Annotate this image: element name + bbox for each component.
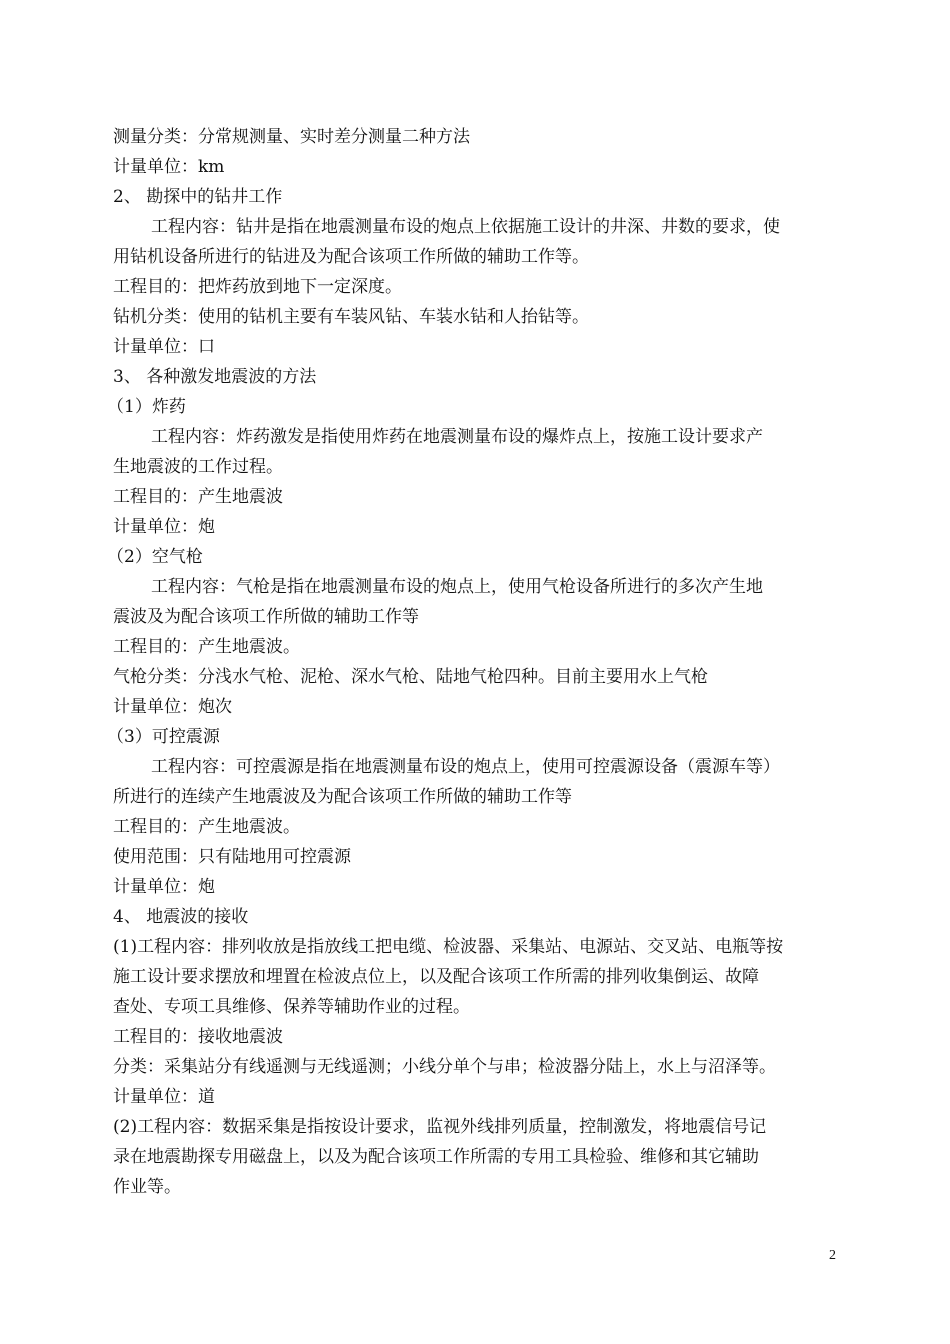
text-line: 使用范围：只有陆地用可控震源 [113, 847, 351, 867]
text-line: 生地震波的工作过程。 [113, 457, 283, 477]
text-line: (1)工程内容：排列收放是指放线工把电缆、检波器、采集站、电源站、交叉站、电瓶等按 [113, 937, 784, 957]
text-line: 计量单位：炮 [113, 517, 215, 537]
text-line: 震波及为配合该项工作所做的辅助工作等 [113, 607, 419, 627]
text-line: 工程目的：产生地震波 [113, 487, 283, 507]
text-line: 气枪分类：分浅水气枪、泥枪、深水气枪、陆地气枪四种。目前主要用水上气枪 [113, 667, 708, 687]
text-line: 测量分类：分常规测量、实时差分测量二种方法 [113, 127, 470, 147]
text-line: 作业等。 [113, 1177, 181, 1197]
text-line: 工程内容：气枪是指在地震测量布设的炮点上，使用气枪设备所进行的多次产生地 [151, 577, 763, 597]
text-line: 用钻机设备所进行的钻进及为配合该项工作所做的辅助工作等。 [113, 247, 589, 267]
text-line: 工程目的：接收地震波 [113, 1027, 283, 1047]
text-line: 计量单位：口 [113, 337, 215, 357]
text-line: 工程内容：钻井是指在地震测量布设的炮点上依据施工设计的井深、井数的要求，使 [151, 217, 780, 237]
text-line: （3）可控震源 [107, 727, 220, 747]
text-line: 录在地震勘探专用磁盘上，以及为配合该项工作所需的专用工具检验、维修和其它辅助 [113, 1147, 759, 1167]
text-line: 计量单位：km [113, 157, 225, 177]
text-line: 查处、专项工具维修、保养等辅助作业的过程。 [113, 997, 470, 1017]
text-line: (2)工程内容：数据采集是指按设计要求，监视外线排列质量，控制激发，将地震信号记 [113, 1117, 767, 1137]
text-line: 工程内容：可控震源是指在地震测量布设的炮点上，使用可控震源设备（震源车等） [151, 757, 780, 777]
document-body [107, 122, 843, 1202]
text-line: 钻机分类：使用的钻机主要有车装风钻、车装水钻和人抬钻等。 [113, 307, 589, 327]
text-line: 施工设计要求摆放和埋置在检波点位上，以及配合该项工作所需的排列收集倒运、故障 [113, 967, 759, 987]
text-line: 4、 地震波的接收 [113, 907, 249, 927]
text-line: （2）空气枪 [107, 547, 203, 567]
text-line: 所进行的连续产生地震波及为配合该项工作所做的辅助工作等 [113, 787, 572, 807]
text-line: 计量单位：炮次 [113, 697, 232, 717]
text-line: 工程目的：产生地震波。 [113, 817, 300, 837]
text-line: 工程目的：把炸药放到地下一定深度。 [113, 277, 402, 297]
text-line: 分类：采集站分有线遥测与无线遥测；小线分单个与串；检波器分陆上，水上与沼泽等。 [113, 1057, 776, 1077]
text-line: （1）炸药 [107, 397, 186, 417]
text-line: 工程内容：炸药激发是指使用炸药在地震测量布设的爆炸点上，按施工设计要求产 [151, 427, 763, 447]
text-line: 计量单位：道 [113, 1087, 215, 1107]
text-line: 2、 勘探中的钻井工作 [113, 187, 283, 207]
text-line: 计量单位：炮 [113, 877, 215, 897]
text-line: 3、 各种激发地震波的方法 [113, 367, 317, 387]
text-line: 工程目的：产生地震波。 [113, 637, 300, 657]
page-number: 2 [829, 1248, 836, 1263]
